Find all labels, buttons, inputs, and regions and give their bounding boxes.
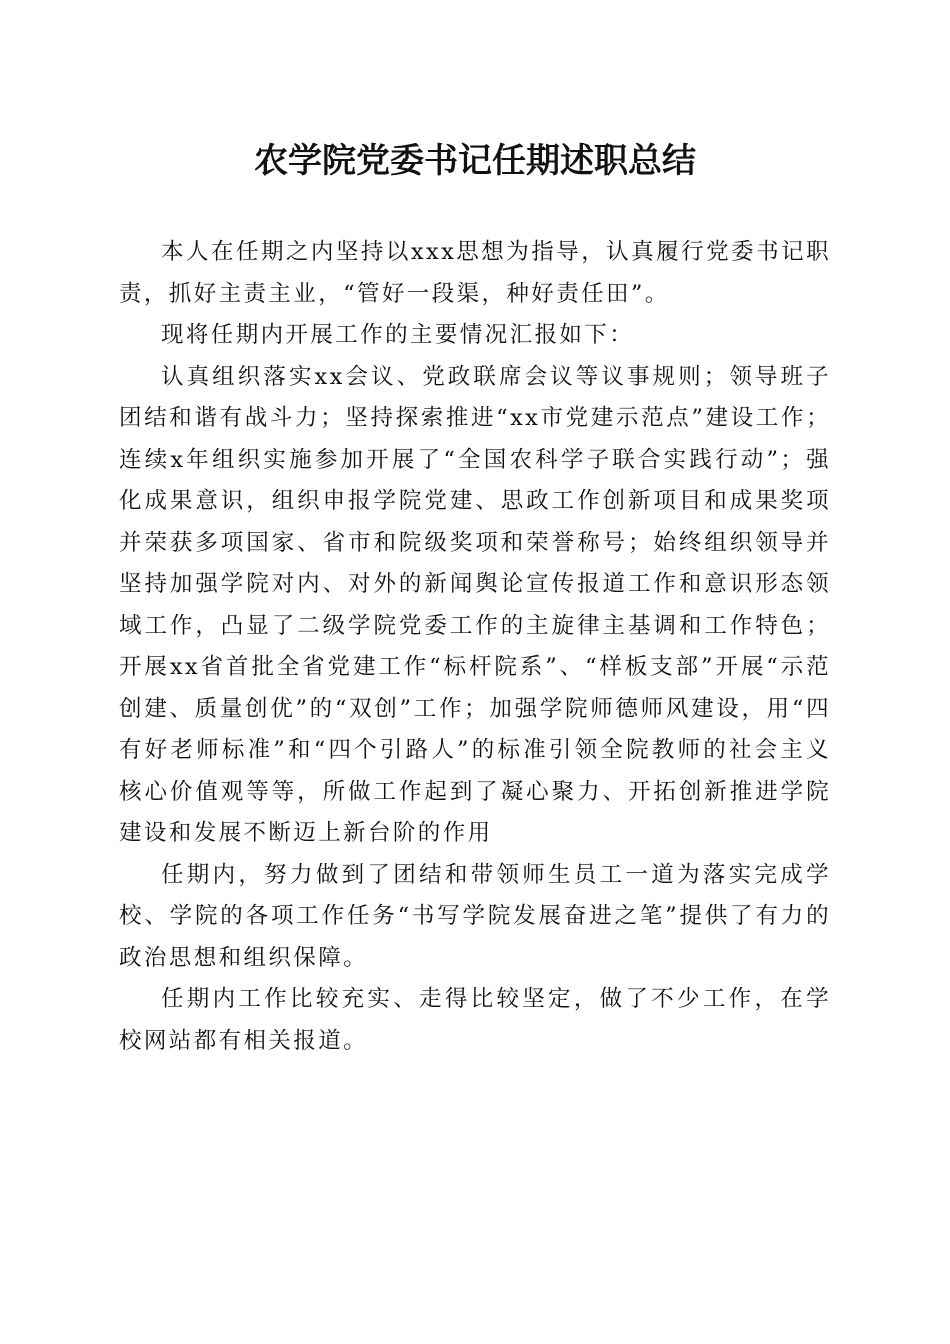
document-body xyxy=(119,232,831,1062)
paragraph-term-support: 任期内，努力做到了团结和带领师生员工一道为落实完成学校、学院的各项工作任务“书写学院发展奋进之笔”提供了有力的政治思想和组织保障。 xyxy=(119,861,831,971)
document-title: 农学院党委书记任期述职总结 xyxy=(254,141,696,181)
paragraph-conclusion: 任期内工作比较充实、走得比较坚定，做了不少工作，在学校网站都有相关报道。 xyxy=(119,986,831,1054)
paragraph-report-lead: 现将任期内开展工作的主要情况汇报如下： xyxy=(161,322,635,348)
paragraph-intro: 本人在任期之内坚持以xxx思想为指导，认真履行党委书记职责，抓好主责主业，“管好一段渠，种好责任田”。 xyxy=(119,239,831,307)
paragraph-work-details: 认真组织落实xx会议、党政联席会议等议事规则；领导班子团结和谐有战斗力；坚持探索推进“xx市党建示范点”建设工作；连续x年组织实施参加开展了“全国农科学子联合实践行动”；强化成果意识，组织申报学院党建、思政工作创新项目和成果奖项并荣获多项国家、省市和院级奖项和荣誉称号；始终组织领导并坚持加强学院对内、对外的新闻舆论宣传报道工作和意识形态领域工作，凸显了二级学院党委工作的主旋律主基调和工作特色；开展xx省首批全省党建工作“标杆院系”、“样板支部”开展“示范创建、质量创优”的“双创”工作；加强学院师德师风建设，用“四有好老师标准”和“四个引路人”的标准引领全院教师的社会主义核心价值观等等，所做工作起到了凝心聚力、开拓创新推进学院建设和发展不断迈上新台阶的作用 xyxy=(119,363,831,846)
